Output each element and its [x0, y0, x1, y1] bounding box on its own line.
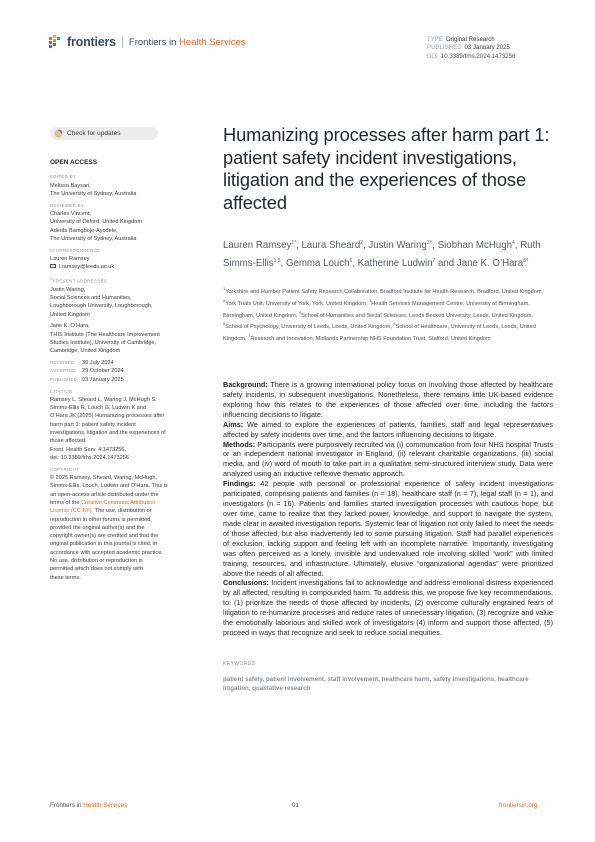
- journal-prefix: Frontiers in: [128, 36, 180, 48]
- brand-name: frontiers: [67, 35, 116, 49]
- citation-doi[interactable]: doi: 10.3389/frhs.2024.1473256: [50, 454, 130, 461]
- citation-line: those affected.: [50, 438, 87, 445]
- meta-published-row: [427, 44, 515, 52]
- copyright-line: License (CC BY). The use, distribution or: [50, 508, 152, 515]
- abstract-background: Background: There is a growing international policy focus on involving those affected by healthcare safety incidents, in subsequent investigations. Nonetheless, there remains little UK-based evidence exploring how this relates to the experiences of those affected over time, including the factors influencing decisions to litigate.: [223, 380, 553, 419]
- abstract-methods: Methods: Participants were purposively recruited via (i) communication from four NHS hospital Trusts or an independent national investigator in England, (ii) relevant charitable organizations, (iii) social media, and (iv) word of mouth to take part in a qualitative semi-structured interview study. Data were analyzed using an inductive reflexive thematic approach.: [223, 439, 554, 479]
- edited-by-label: EDITED BY: [50, 174, 77, 180]
- check-updates-label: Check for updates: [67, 130, 121, 137]
- email-icon: [50, 264, 56, 268]
- citation-line: Simms-Ellis R, Louch G, Ludwin K and: [50, 405, 147, 412]
- meta-type-value: Original Research: [445, 36, 495, 43]
- abstract: [223, 380, 553, 638]
- copyright-line: provided the original author(s) and the: [50, 524, 145, 531]
- meta-doi-label: DOI: [427, 52, 438, 60]
- affiliation: Health Services Management Centre, University of Birmingham, Birmingham, United Kingdom,: [223, 300, 530, 319]
- copyright-line: these terms.: [50, 574, 81, 581]
- footer-site-link[interactable]: frontiersin.org: [499, 802, 538, 809]
- author[interactable]: Jane K. O’Hara$^{8\dagger}$: [456, 257, 529, 269]
- copyright-line: Simms-Ellis, Louch, Ludwin and O’Hara. This is: [50, 483, 168, 490]
- published-row: PUBLISHED 03 January 2025: [50, 376, 124, 383]
- affiliation: Yorkshire and Humber Patient Safety Research Collaboration, Bradford Institute for Health Research, Bradford, United Kingdom,: [225, 288, 544, 295]
- present-addresses-label: †PRESENT ADDRESSES: [50, 276, 108, 284]
- present-address: Loughborough University, Loughborough,: [50, 303, 153, 310]
- article-info-sidebar: [50, 159, 190, 582]
- journal-highlight: Health Services: [179, 36, 246, 48]
- author[interactable]: Lauren Ramsey$^{1*}$: [223, 240, 297, 252]
- copyright-line: an open-access article distributed under the: [50, 491, 159, 498]
- author[interactable]: Ruth Simms-Ellis$^{1,5}$: [223, 240, 541, 269]
- author[interactable]: Laura Sheard$^2$: [301, 240, 364, 252]
- citation-line: Ramsey L, Sheard L, Waring J, McHugh S,: [50, 396, 157, 403]
- affiliation: Research and Innovation, Midlands Partnership NHS Foundation Trust, Stafford, United Kingdom: [250, 335, 491, 342]
- keywords-label: KEYWORDS: [223, 661, 256, 667]
- meta-published-value: 03 January 2025: [464, 44, 510, 52]
- cc-license-link[interactable]: License (CC BY).: [50, 508, 94, 515]
- affiliation: School of Psychology, University of Leeds, Leeds, United Kingdom,: [225, 324, 392, 331]
- affiliations: $^1$Yorkshire and Humber Patient Safety Research Collaboration, Bradford Institute for Health Research, Bradford, United Kingdom, $^2$York Trials Unit, University of York, York, United Kingdom, $^3$Health Services Management Centre, University of Birmingham, Birmingham, United Kingdom, $^4$School of Humanities and Social Sciences, Leeds Beckett University, Leeds, United Kingdom, $^5$School of Psychology, University of Leeds, Leeds, United Kingdom, $^6$School of Healthcare, University of Leeds, Leeds, United Kingdom, $^7$Research and Innovation, Midlands Partnership NHS Foundation Trust, Stafford, United Kingdom: [223, 286, 544, 342]
- header-divider: [122, 36, 123, 48]
- check-updates-icon: [54, 129, 63, 138]
- citation-label: CITATION: [50, 388, 73, 394]
- footer-journal[interactable]: Frontiers in Health Services: [50, 802, 128, 809]
- author[interactable]: Siobhan McHugh$^4$: [437, 240, 515, 252]
- author-list: Lauren Ramsey$^{1*}$, Laura Sheard$^2$, Justin Waring$^{3\dagger}$, Siobhan McHugh$^4$, Ruth Simms-Ellis$^{1,5}$, Gemma Louch$^6$, Katherine Ludwin$^7$ and Jane K. O’Hara$^{8\dagger}$: [223, 240, 541, 269]
- affiliation: York Trials Unit, University of York, York, United Kingdom,: [225, 300, 368, 307]
- meta-type-row: [427, 36, 515, 44]
- meta-doi-row[interactable]: [427, 53, 515, 61]
- present-address: Cambridge, United Kingdom: [50, 348, 121, 355]
- header-logo[interactable]: [48, 34, 246, 50]
- present-address: Justin Waring,: [50, 286, 86, 293]
- article-title: Humanizing processes after harm part 1: patient safety incident investigations, litigation and the experiences of those affected: [223, 124, 550, 214]
- present-address: Jane K. O’Hara,: [50, 323, 90, 330]
- copyright-line: accordance with accepted academic practice.: [50, 549, 163, 556]
- citation-line: Front. Health Serv. 4:1473256.: [50, 446, 127, 453]
- affiliation: School of Healthcare, University of Leeds, Leeds, United Kingdom,: [223, 324, 536, 342]
- citation-line: harm part 1: patient safety incident: [50, 421, 136, 428]
- copyright-line: © 2025 Ramsey, Sheard, Waring, McHugh,: [50, 475, 158, 482]
- author[interactable]: Katherine Ludwin$^7$: [357, 257, 436, 269]
- reviewer-affiliation: The University of Sydney, Australia: [50, 235, 137, 242]
- copyright-line: reproduction in other forums is permitted,: [50, 516, 152, 523]
- meta-doi-value[interactable]: 10.3389/frhs.2024.1473256: [440, 52, 516, 60]
- check-for-updates-button[interactable]: [50, 127, 158, 140]
- reviewer-name: Charles Vincent,: [50, 210, 91, 217]
- cc-license-link[interactable]: Creative Commons Attribution: [81, 499, 156, 506]
- correspondence-name: Lauren Ramsey: [50, 255, 90, 262]
- copyright-line: copyright owner(s) are credited and that the: [50, 533, 159, 540]
- present-address: THIS Institute (The Healthcare Improvement: [50, 331, 160, 338]
- present-address: United Kingdom: [50, 311, 90, 318]
- keywords: patient safety, patient involvement, staff involvement, healthcare harm, safety investigations, healthcare litigation, qualitative research: [223, 676, 529, 692]
- article-meta: [427, 36, 515, 61]
- affiliation: School of Humanities and Social Sciences, Leeds Beckett University, Leeds, United Kingdom,: [301, 312, 533, 319]
- correspondence-email-row[interactable]: [50, 263, 190, 271]
- author[interactable]: Justin Waring$^{3\dagger}$: [368, 240, 433, 252]
- reviewer-affiliation: University of Oxford, United Kingdom: [50, 219, 143, 226]
- meta-type-label: TYPE: [427, 36, 443, 43]
- abstract-conclusions: Conclusions: Incident investigations fail to acknowledge and address emotional distress experienced by all affected, resulting in compounded harm. To address this, we propose five key recommendations, to: (1) prioritize the needs of those affected by incidents, (2) overcome culturally engrained fears of litigation to re-humanize processes and reduce rates of unnecessary litigation, (3) recognize and value the emotionally laborious and skilled work of investigators (4) inform and support those affected, (5) proceed in ways that recognize and seek to reduce social inequities.: [223, 578, 554, 638]
- copyright-line: original publication in this journal is cited, in: [50, 541, 158, 548]
- correspondence-label: *CORRESPONDENCE: [50, 247, 101, 253]
- citation-line: O’Hara JK (2025) Humanizing processes after: [50, 413, 165, 420]
- frontiers-logo-icon: [48, 34, 64, 50]
- open-access-label: OPEN ACCESS: [50, 159, 98, 166]
- reviewed-by-label: REVIEWED BY: [50, 202, 85, 208]
- copyright-line: permitted which does not comply with: [50, 566, 143, 573]
- present-address: Social Sciences and Humanities,: [50, 295, 132, 302]
- meta-published-label: PUBLISHED: [427, 44, 462, 52]
- editor-affiliation: The University of Sydney, Australia: [50, 190, 137, 197]
- copyright-line: No use, distribution or reproduction is: [50, 557, 143, 564]
- abstract-findings: Findings: 42 people with personal or professional experience of safety incident investigations participated, comprising patients and families (n = 18), healthcare staff (n = 7), legal staff (n = 1), and investigators (n = 16). Patients and families started investigation processes with cautious hope, but over time, came to realize that they lacked power, knowledge, and support to navigate the system, made clear in awaited investigation reports. Systemic fear of litigation not only failed to meet the needs of those affected, but also inadvertently led to some pursuing litigation. Staff had parallel experiences of exclusion, lacking support and feeling left with an incomplete narrative. Importantly, investigating was often perceived as a lonely, invisible and undervalued role involving skilled “work” with limited training, resources, and infrastructure. Ultimately, elusive “organizational agendas” were prioritized above the needs of all affected.: [223, 479, 553, 578]
- abstract-aims: Aims: We aimed to explore the experiences of patients, families, staff and legal representatives affected by safety incidents over time, and the factors influencing decisions to litigate.: [223, 419, 553, 439]
- correspondence-email[interactable]: l.ramsey@leeds.ac.uk: [59, 264, 115, 271]
- accepted-row: ACCEPTED 29 October 2024: [50, 368, 124, 375]
- reviewer-name: Adeola Bamgboje-Ayodele,: [50, 227, 118, 234]
- copyright-line: terms of the Creative Commons Attribution: [50, 499, 156, 506]
- editor-name: Melissa Baysari,: [50, 182, 91, 189]
- copyright-label: COPYRIGHT: [50, 466, 80, 472]
- received-row: RECEIVED 30 July 2024: [50, 360, 114, 367]
- present-address: Studies Institute), University of Cambridge,: [50, 340, 157, 347]
- page-number: 01: [292, 802, 300, 809]
- author[interactable]: Gemma Louch$^6$: [285, 257, 353, 269]
- journal-name[interactable]: [129, 37, 246, 48]
- citation-line: investigations, litigation and the experiences of: [50, 430, 166, 437]
